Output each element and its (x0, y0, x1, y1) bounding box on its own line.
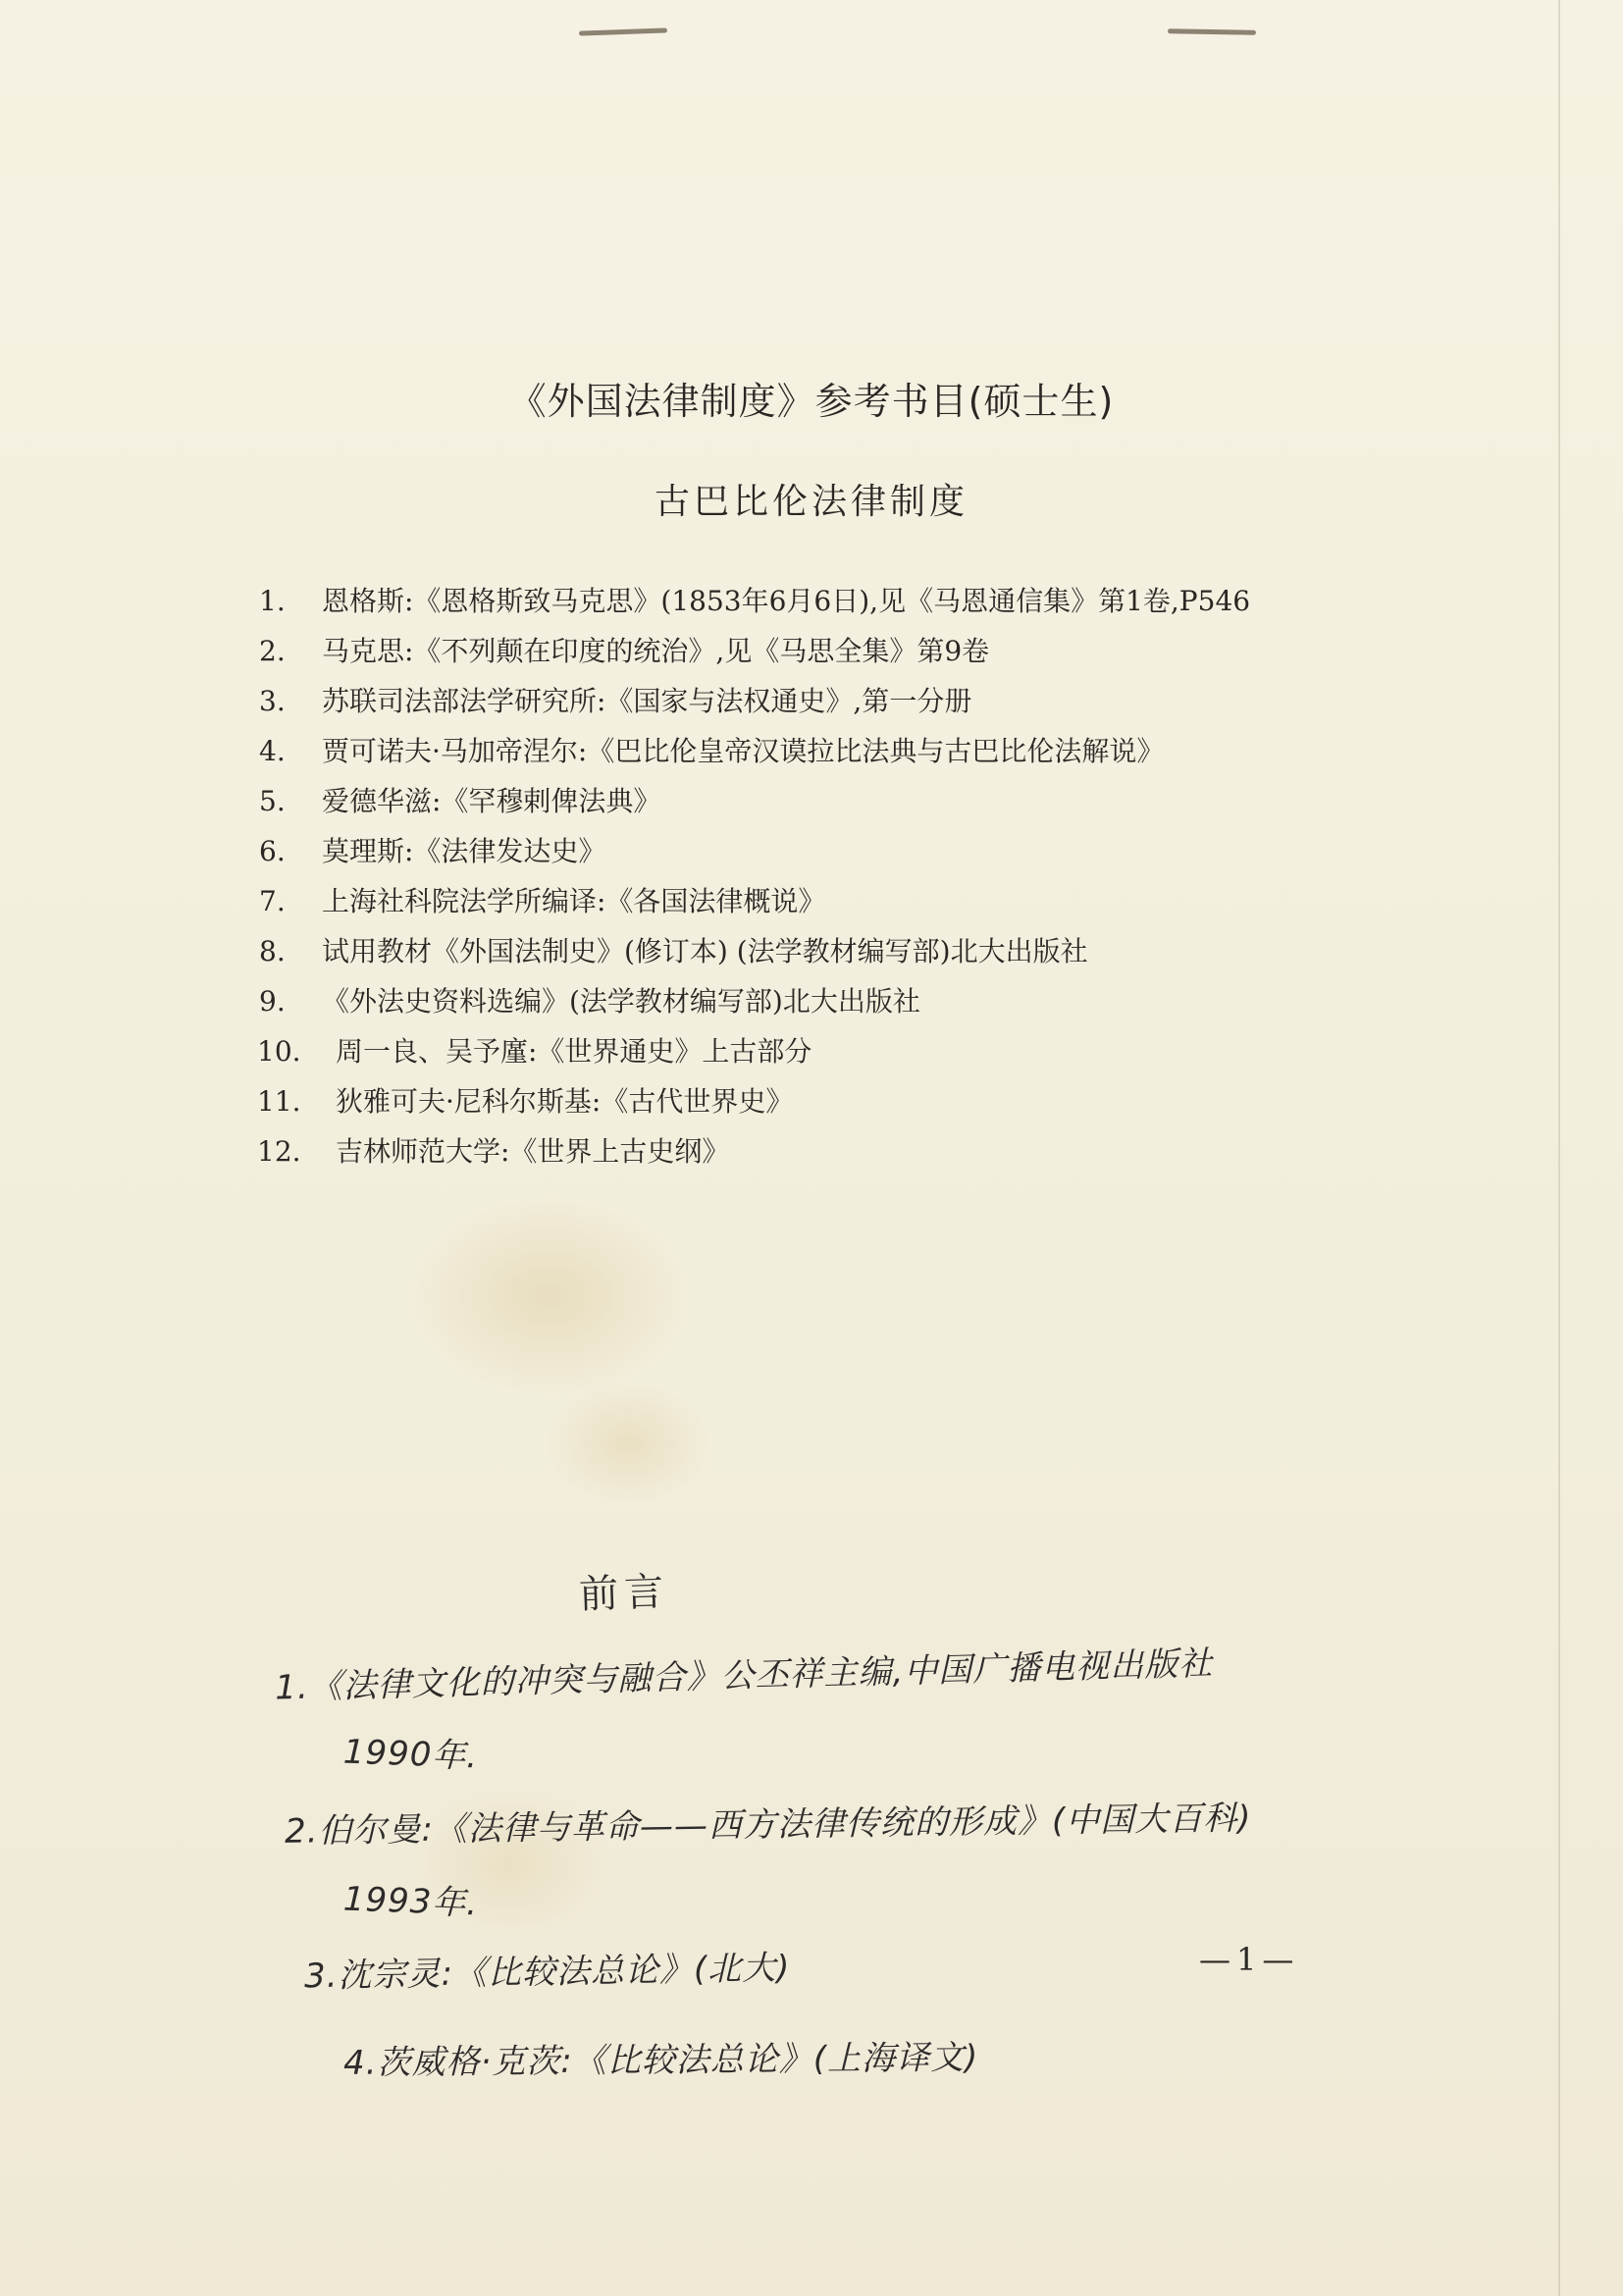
reference-item (257, 627, 1356, 676)
reference-text: 苏联司法部法学研究所:《国家与法权通史》,第一分册 (322, 685, 972, 717)
reference-item (257, 577, 1356, 626)
page-number: —1— (1199, 1941, 1300, 1978)
handwritten-line: 1.《法律文化的冲突与融合》公丕祥主编,中国广播电视出版社 (274, 1644, 1214, 1708)
reference-text: 莫理斯:《法律发达史》 (322, 835, 606, 867)
reference-number: 9. (259, 985, 286, 1018)
reference-item (257, 1077, 1356, 1126)
handwritten-line: 1993年. (342, 1879, 479, 1924)
reference-number: 5. (259, 785, 286, 817)
reference-number: 2. (259, 635, 286, 667)
handwritten-line: 1990年. (342, 1732, 479, 1777)
reference-text: 恩格斯:《恩格斯致马克思》(1853年6月6日),见《马恩通信集》第1卷,P546 (322, 585, 1251, 617)
reference-number: 12. (257, 1135, 301, 1168)
reference-item (257, 727, 1356, 776)
reference-list (257, 577, 1356, 1177)
reference-text: 《外法史资料选编》(法学教材编写部)北大出版社 (322, 985, 920, 1018)
staple-left (579, 27, 667, 35)
reference-item (257, 827, 1356, 876)
reference-item (257, 677, 1356, 726)
handwritten-line: 3.沈宗灵:《比较法总论》(北大) (303, 1948, 791, 1997)
section-heading: 古巴比伦法律制度 (654, 482, 969, 522)
document-title: 《外国法律制度》参考书目(硕士生) (508, 380, 1115, 423)
reference-text: 试用教材《外国法制史》(修订本) (法学教材编写部)北大出版社 (322, 935, 1088, 967)
reference-text: 上海社科院法学所编译:《各国法律概说》 (322, 885, 826, 917)
handwritten-heading: 前言 (578, 1569, 670, 1618)
reference-number: 3. (259, 685, 286, 717)
reference-number: 6. (259, 835, 286, 867)
handwritten-line: 2.伯尔曼:《法律与革命——西方法律传统的形成》(中国大百科) (284, 1799, 1252, 1852)
reference-number: 10. (257, 1035, 301, 1068)
paper-fold-line (1558, 0, 1560, 2296)
reference-number: 7. (259, 885, 286, 917)
reference-text: 吉林师范大学:《世界上古史纲》 (336, 1135, 730, 1168)
reference-text: 爱德华滋:《罕穆剌俾法典》 (322, 785, 661, 817)
reference-text: 贾可诺夫·马加帝涅尔:《巴比伦皇帝汉谟拉比法典与古巴比伦法解说》 (322, 735, 1165, 767)
reference-item (257, 1127, 1356, 1176)
reference-number: 11. (257, 1085, 301, 1118)
reference-text: 马克思:《不列颠在印度的统治》,见《马思全集》第9卷 (322, 635, 990, 667)
reference-text: 周一良、吴予廑:《世界通史》上古部分 (336, 1035, 812, 1068)
reference-item (257, 977, 1356, 1026)
reference-item (257, 927, 1356, 976)
reference-item (257, 1027, 1356, 1076)
reference-item (257, 877, 1356, 926)
staple-right (1168, 28, 1256, 35)
reference-item (257, 777, 1356, 826)
handwritten-line: 4.茨威格·克茨:《比较法总论》(上海译文) (342, 2038, 979, 2083)
reference-number: 8. (259, 935, 286, 967)
reference-number: 4. (259, 735, 286, 767)
reference-text: 狄雅可夫·尼科尔斯基:《古代世界史》 (336, 1085, 794, 1118)
reference-number: 1. (259, 585, 286, 617)
